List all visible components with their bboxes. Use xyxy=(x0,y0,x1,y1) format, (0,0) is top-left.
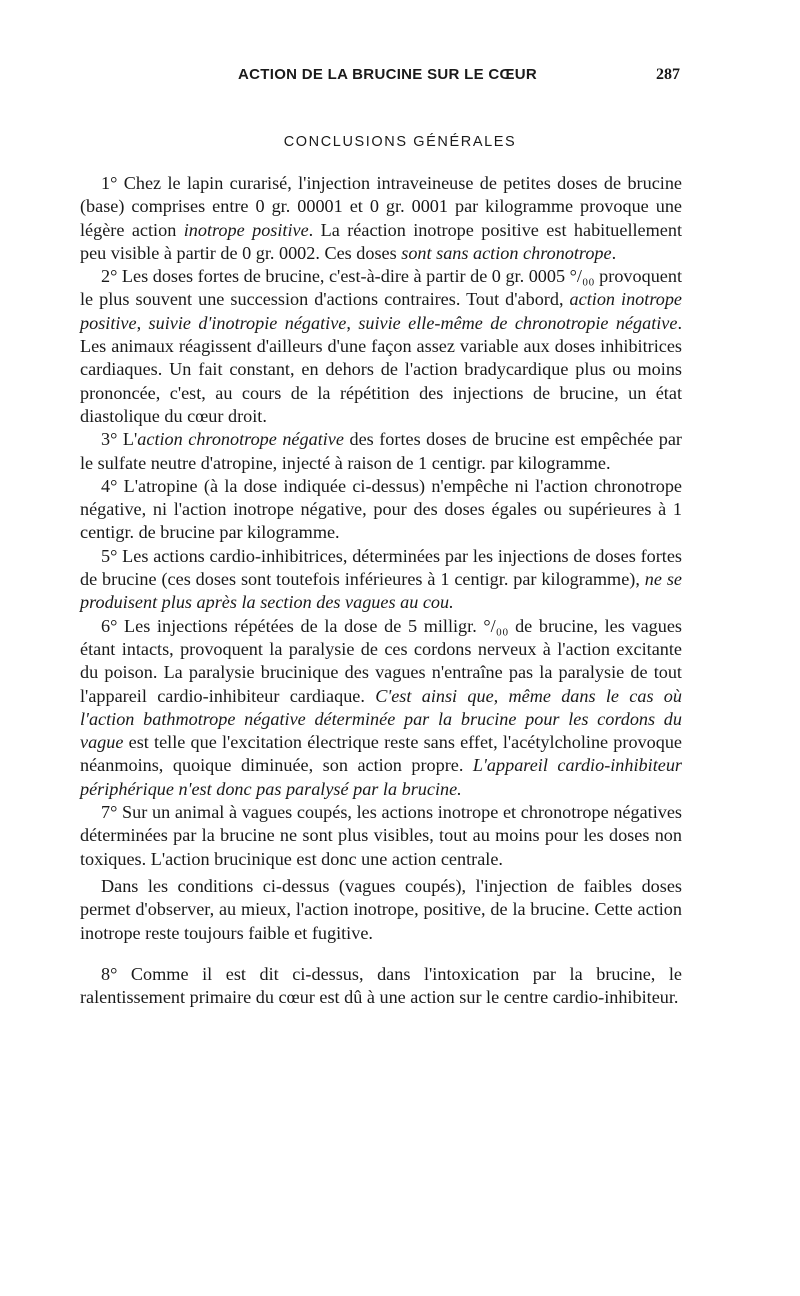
conclusion-1-emphasis: inotrope positive xyxy=(183,219,309,240)
conclusion-3-text: 3° L' xyxy=(101,429,138,450)
conclusion-3 xyxy=(80,428,682,475)
conclusion-2-emphasis: action inotrope positive xyxy=(80,289,682,333)
conclusion-1 xyxy=(80,172,682,265)
conclusion-2-emphasis-3: suivie elle-même de chronotropie négative xyxy=(358,312,678,333)
running-head xyxy=(0,66,800,90)
conclusion-2-text-4: . Les animaux réagissent d'ailleurs d'une façon assez variable aux doses inhibitrices cardiaques. Un fait constant, en dehors de l'action bradycardique plus ou moins prononcée, c'est, au cours de la répétition des injections de brucine, un état diastolique du cœur droit. xyxy=(80,312,682,426)
conclusion-5-emphasis: ne se produisent plus après la section des vagues au cou. xyxy=(80,569,682,613)
conclusion-1-text: 1° Chez le lapin curarisé, l'injection intraveineuse de petites doses de brucine (base) comprises entre 0 gr. 00001 et 0 gr. 0001 par kilogramme provoque une légère action xyxy=(80,173,682,240)
conclusion-1-text-2: . La réaction inotrope positive est habituellement peu visible à partir de 0 gr. 0002. Ces doses xyxy=(80,219,682,263)
conclusion-6-emphasis: C'est ainsi que, même dans le cas où l'action bathmotrope négative déterminée par la brucine pour les cordons du vague xyxy=(80,685,682,753)
conclusion-2 xyxy=(80,265,682,428)
conclusion-4-text: 4° L'atropine (à la dose indiquée ci-dessus) n'empêche ni l'action chronotrope négative, ni l'action inotrope négative, pour des doses égales ou supérieures à 1 centigr. de brucine par kilogramme. xyxy=(80,475,682,543)
conclusion-2-text: 2° Les doses fortes de brucine, c'est-à-dire à partir de 0 gr. 0005 °/₀₀ provoquent le plus souvent une succession d'actions contraires. Tout d'abord, xyxy=(80,266,683,310)
conclusion-2-text-2: , xyxy=(136,312,149,333)
conclusion-4 xyxy=(80,475,682,545)
conclusion-7-text: 7° Sur un animal à vagues coupés, les actions inotrope et chronotrope négatives déterminées par la brucine ne sont plus visibles, tout au moins pour les doses non toxiques. L'action brucinique est donc une action centrale. xyxy=(80,802,682,869)
conclusion-8 xyxy=(80,963,682,1010)
conclusion-6 xyxy=(80,615,682,801)
running-title: ACTION DE LA BRUCINE SUR LE CŒUR xyxy=(238,66,538,83)
conclusion-1-text-3: . xyxy=(611,242,617,263)
conclusion-8-text: 8° Comme il est dit ci-dessus, dans l'intoxication par la brucine, le ralentissement primaire du cœur est dû à une action sur le centre cardio-inhibiteur. xyxy=(80,963,682,1008)
conclusion-6-text: 6° Les injections répétées de la dose de 5 milligr. °/₀₀ de brucine, les vagues étant intacts, provoquent la paralysie de ces cordons nerveux à l'action excitante du poison. La paralysie brucinique des vagues n'entraîne pas la paralysie de tout l'appareil cardio-inhibiteur cardiaque. xyxy=(80,615,682,706)
conclusion-2-emphasis-2: suivie d'inotropie négative xyxy=(148,312,347,333)
conclusion-3-emphasis: action chronotrope négative xyxy=(137,429,344,450)
conclusion-1-emphasis-2: sont sans action chronotrope xyxy=(401,242,612,263)
conclusion-6-text-2: est telle que l'excitation électrique reste sans effet, l'acétylcholine provoque néanmoins, quoique diminuée, son action propre. xyxy=(80,732,682,776)
conclusion-7-continued-text: Dans les conditions ci-dessus (vagues coupés), l'injection de faibles doses permet d'observer, au mieux, l'action inotrope, positive, de la brucine. Cette action inotrope reste toujours faible et fugitive. xyxy=(80,875,682,943)
page-number: 287 xyxy=(656,66,680,83)
body-text xyxy=(80,172,682,1028)
conclusion-6-emphasis-2: L'appareil cardio-inhibiteur périphérique n'est donc pas paralysé par la brucine. xyxy=(80,755,682,799)
conclusion-7 xyxy=(80,801,682,871)
conclusion-5 xyxy=(80,545,682,615)
section-heading: CONCLUSIONS GÉNÉRALES xyxy=(283,134,517,150)
conclusion-7-continued xyxy=(80,875,682,945)
conclusion-5-text: 5° Les actions cardio-inhibitrices, déterminées par les injections de doses fortes de brucine (ces doses sont toutefois inférieures à 1 centigr. par kilogramme), xyxy=(80,545,682,590)
conclusion-3-text-2: des fortes doses de brucine est empêchée par le sulfate neutre d'atropine, injecté à raison de 1 centigr. par kilogramme. xyxy=(80,429,682,473)
conclusion-2-text-3: , xyxy=(346,312,359,333)
